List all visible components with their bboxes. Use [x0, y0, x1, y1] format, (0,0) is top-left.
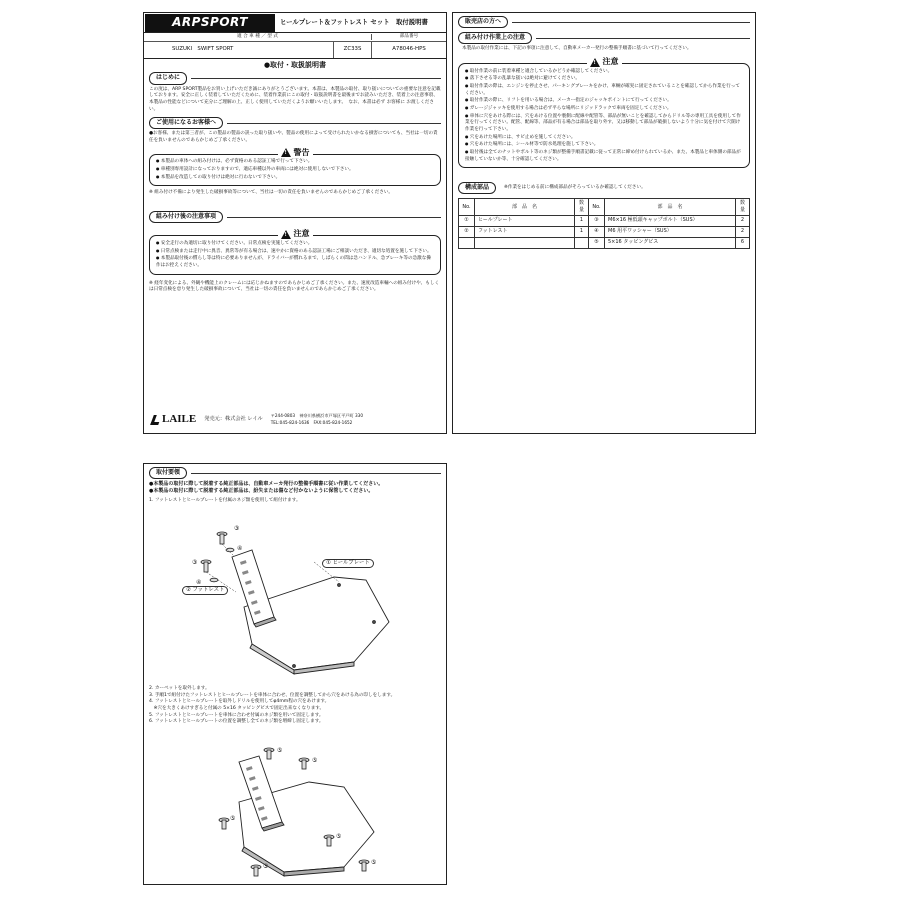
- caution-item: ● 日常点検または走行中に異音、異常等が有る場合は、速やかに資格のある認証工場にご相談いただき、適切な処置を施して下さい。: [156, 248, 434, 256]
- col-no: No.: [589, 199, 605, 216]
- caution-box: [149, 229, 441, 274]
- fitment-header: 適 合 車 種 ／ 型 式: [144, 34, 372, 40]
- product-title: ヒールプレート＆フットレスト セット 取付説明書: [280, 18, 428, 27]
- caution-item: ● 取付後は全てのナットやボルト等のネジ類が整備手順書記載に従って正常に締め付けられているか、また、本製品と車体側の部品が接触していないか等、十分確認してください。: [465, 149, 743, 163]
- caution-title: 注意: [293, 229, 310, 239]
- table-row: ② フットレスト 1 ④ M6 用平ワッシャー（SUS） 2: [459, 226, 750, 237]
- sheet-header: [144, 13, 446, 33]
- warning-title: 警告: [293, 147, 310, 157]
- caution-item: ● 本製品取付後の慣らし等は特に必要ありませんが、ドライバーが慣れるまで、しばらくの間は急ハンドル、急ブレーキ等の急激な操作はお控えください。: [156, 255, 434, 269]
- caution-icon: !: [590, 58, 600, 67]
- intro-text: この度は、ARP SPORT製品をお買い上げいただき誠にありがとうございます。本書は、本製品の取付、取り扱いについての重要な注意を記載しております。安全に正しく装着していただくために、装着作業前にこの取付・取扱説明書を最後までお読みいただき、装着上の注意事項、本製品の性能などについて充分にご理解の上、正しく使用していただくようお願いいたします。 なお、本書は必ず お客様に お渡しください。: [149, 86, 441, 112]
- callout-4: ④: [196, 579, 202, 586]
- assembly-diagram: [174, 522, 424, 682]
- instruction-sheet-front: [143, 12, 447, 434]
- intro-heading: はじめに: [149, 72, 187, 84]
- footrest-shape: [232, 550, 274, 624]
- caution-item: ● 穴をあけた場所には、サビ止めを施してください。: [465, 134, 743, 142]
- caution-item: ● 車体に穴をあける際には、穴をあける位置や裏側に配線や配管等、部品が無いことを確認してからドリル等の専用工具を使用して作業を行ってください。配管、配線等、部品が有る場合は部品を取り外す、又は移動して部品が破損しないよう十分に気を付けて穴開け作業を行って下さい。: [465, 113, 743, 134]
- caution-item: ● 穴をあけた場所には、シール材等で防水処理を施して下さい。: [465, 141, 743, 149]
- footer: [152, 412, 438, 427]
- aging-disclaimer: ※ 経年変化による、外観や機能上のクレームには応じかねますのであらかじめご了承ください。また、速度改造車輛への組み付けや、もしくは日常点検を怠り発生した破損事故について、当社は一切の責任を負いませんのであらかじめご了承ください。: [149, 280, 440, 293]
- caution-icon: !: [281, 230, 291, 239]
- step-5: 5. フットレストとヒールプレートを車体に合わせ付属のネジ類を用いて固定します。: [149, 712, 324, 718]
- procedure-note-2: ●本製品の取付に際して脱着する純正部品は、紛失または傷など付かないように保管してください。: [149, 487, 374, 494]
- step-3: 3. 手順1で組付けたフットレストとヒールプレートを車体に合わせ、位置を調整してから穴をあける為の印しをします。: [149, 692, 396, 698]
- step-4-note: ※穴を大きくあけすぎると付属の 5×16 タッピングビスで固定出来なくなります。: [149, 705, 325, 711]
- laile-mark-icon: [150, 415, 162, 425]
- col-qty: 数量: [575, 199, 589, 216]
- car-name: SUZUKI SWIFT SPORT: [144, 42, 334, 58]
- warning-icon: !: [281, 148, 291, 157]
- parts-table: [458, 198, 750, 249]
- warning-item: ● 車種別専用設計になっておりますので、適応車種以外の車両には絶対に使用しないで下さい。: [156, 166, 434, 174]
- svg-text:⑤: ⑤: [371, 859, 377, 866]
- parts-heading: 構成部品: [458, 182, 496, 194]
- caution-title: 注意: [602, 56, 619, 66]
- procedure-note-1: ●本製品の取付に際して脱着する純正部品は、自動車メーカ発行の整備手順書に従い作業してください。: [149, 481, 384, 488]
- label-footrest: ② フットレスト: [182, 586, 228, 595]
- manual-title: ●取付・取扱説明書: [263, 61, 327, 69]
- svg-text:⑤: ⑤: [336, 833, 342, 840]
- callout-3: ③: [234, 525, 240, 532]
- dealer-heading: 販売店の方へ: [458, 16, 508, 28]
- work-caution-heading: 組み付け作業上の注意: [458, 32, 532, 44]
- warning-box: [149, 147, 441, 187]
- parts-note: ※作業をはじめる前に構成部品がそろっているか確認してください。: [504, 184, 646, 190]
- mounting-diagram: [214, 742, 414, 882]
- car-model: ZC33S: [334, 42, 372, 58]
- part-number: A78046-HPS: [392, 46, 426, 53]
- table-row: ① ヒールプレート 1 ③ M6×16 極低頭キャップボルト（SUS） 2: [459, 215, 750, 226]
- caution-item: ● 取付作業の際は、エンジンを停止させ、パーキングブレーキをかけ、車輌が確実に固定されていることを確認してから作業を行ってください。: [465, 83, 743, 97]
- col-name: 部 品 名: [475, 199, 575, 216]
- svg-text:⑤: ⑤: [263, 863, 269, 870]
- warning-item: ● 本製品の車体への組み付けは、必ず資格のある認証工場で行って下さい。: [156, 158, 434, 166]
- caution-item: ● 取付作業の際に、リフトを用いる場合は、メーカー指定のジャッキポイントにて行ってください。: [465, 97, 743, 105]
- col-name: 部 品 名: [605, 199, 736, 216]
- col-qty: 数量: [736, 199, 750, 216]
- before-use-text: ●お客様、または第三者が、この製品の製品の誤った取り扱いや、製品の使用によって受けられたいかなる損害についても、当社は一切の責任を負いませんのであらかじめご了承ください。: [149, 131, 438, 143]
- warning-item: ● 本製品を改造しての取り付けは絶対に行わないで下さい。: [156, 174, 434, 182]
- step-4: 4. フットレストとヒールプレートを取外しドリルを使用してφ4mm程の穴をあけます。: [149, 699, 330, 705]
- work-intro: 本製品の取付作業には、下記の事項に注意して、自動車メーカー発行の整備手順書に基づいて行ってください。: [462, 46, 692, 52]
- seller-phone: TEL:045-824-1636 FAX:045-824-1652: [270, 419, 353, 425]
- step-6: 6. フットレストとヒールプレートの位置を調整し全てのネジ類を増締し固定します。: [149, 719, 324, 725]
- laile-logo: LAILE: [152, 412, 196, 427]
- after-install-heading: 組み付け後の注意事項: [149, 211, 223, 223]
- dealer-caution-box: [458, 56, 750, 168]
- col-no: No.: [459, 199, 475, 216]
- caution-item: ● 安全走行の為適切に取り付けてください。日常点検を実施してください。: [156, 240, 434, 248]
- installation-procedure-sheet: [143, 463, 447, 885]
- fitment-table: [144, 33, 446, 59]
- seller-address: 〒244-0803 神奈川県横浜市戸塚区平戸町 330: [270, 413, 364, 419]
- svg-text:⑤: ⑤: [230, 815, 236, 822]
- partno-header: 部品番号: [399, 33, 419, 39]
- arpsport-logo: ARPSPORT: [145, 14, 275, 32]
- before-use-heading: ご使用になるお客様へ: [149, 117, 223, 129]
- callout-4: ④: [237, 545, 243, 552]
- table-row: ⑤ 5×16 タッピングビス 6: [459, 237, 750, 248]
- parts-table-header: [459, 199, 750, 216]
- instruction-sheet-dealer: [452, 12, 756, 434]
- callout-3: ③: [192, 559, 198, 566]
- step-2: 2. カーペットを取外します。: [149, 686, 210, 691]
- seller-name: 発売元：株式会社 レイル: [204, 416, 263, 423]
- svg-text:⑤: ⑤: [277, 747, 283, 754]
- step-1: 1. フットレストとヒールプレートを付属のネジ類を使用して組付けます。: [149, 497, 301, 503]
- caution-item: ● 落下させる等の乱暴な扱いは絶対に避けてください。: [465, 75, 743, 83]
- label-heel-plate: ① ヒールプレート: [322, 559, 374, 568]
- install-disclaimer: ※ 組み付け不備により発生した破損事故等について、当社は一切の責任を負いませんのであらかじめご了承ください。: [149, 190, 394, 196]
- caution-item: ● 取付作業の前に装着車種と適合しているかどうか確認してください。: [465, 68, 743, 76]
- procedure-heading: 取付要領: [149, 467, 187, 479]
- svg-text:⑤: ⑤: [312, 757, 318, 764]
- caution-item: ● ガレージジャッキを使用する場合は必ず平らな場所にリジッドラックで車両を固定してください。: [465, 105, 743, 113]
